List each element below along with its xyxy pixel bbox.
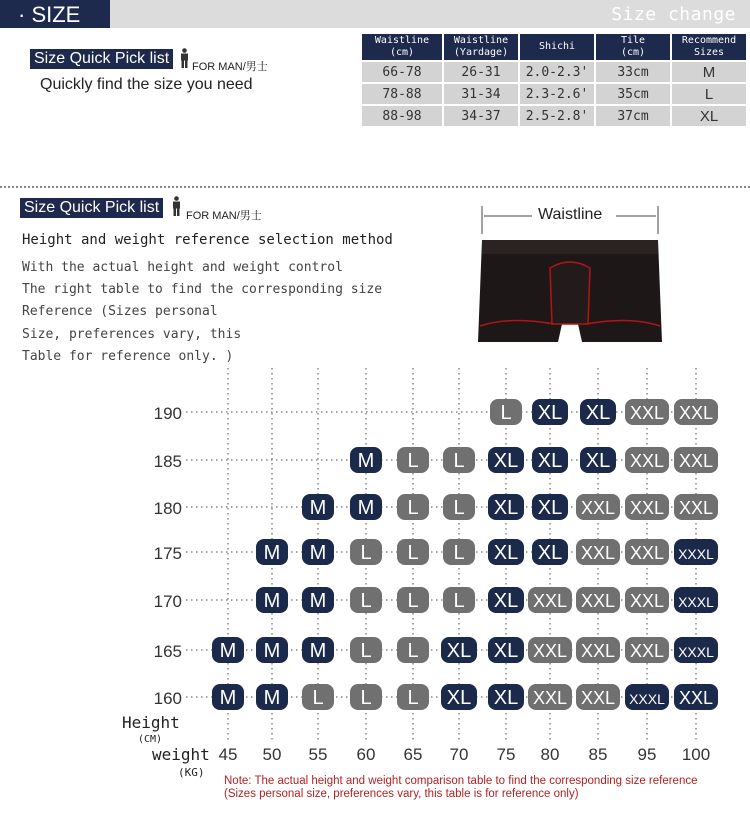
- paragraph-line: Table for reference only. ): [22, 349, 234, 364]
- section-heading: Height and weight reference selection method: [22, 232, 393, 248]
- size-cell-label: L: [407, 497, 419, 519]
- x-axis-label: weight: [152, 745, 210, 764]
- y-tick-label: 175: [153, 544, 182, 563]
- size-cell-label: XXL: [580, 543, 616, 563]
- y-tick-label: 165: [153, 642, 182, 661]
- size-cell-label: XXXL: [678, 594, 714, 610]
- size-cell-label: L: [360, 687, 372, 709]
- table-cell: 88-98: [362, 106, 442, 126]
- size-cell-label: XL: [537, 497, 563, 519]
- size-cell-label: L: [360, 542, 372, 564]
- col-header: Tile (cm): [596, 34, 670, 60]
- size-cell-label: M: [263, 640, 281, 662]
- col-header: Recommend Sizes: [672, 34, 746, 60]
- note-line-2: (Sizes personal size, preferences vary, this table is for reference only): [224, 788, 579, 800]
- paragraph-line: The right table to find the corresponding size: [22, 282, 383, 297]
- size-cell-label: M: [219, 687, 237, 709]
- table-cell: 31-34: [444, 84, 518, 104]
- x-tick-label: 65: [403, 745, 423, 764]
- size-cell-label: XL: [493, 497, 519, 519]
- size-cell-label: XL: [493, 542, 519, 564]
- size-cell-label: XXL: [629, 591, 665, 611]
- size-cell-label: XL: [493, 687, 519, 709]
- size-cell-label: XL: [585, 402, 611, 424]
- x-tick-label: 70: [449, 745, 469, 764]
- size-cell-label: XXL: [629, 498, 665, 518]
- quick-pick-label: Size Quick Pick list: [30, 49, 173, 69]
- x-tick-label: 45: [218, 745, 238, 764]
- size-cell-label: L: [453, 542, 465, 564]
- table-cell: 34-37: [444, 106, 518, 126]
- size-cell-label: M: [357, 497, 375, 519]
- size-cell-label: XXXL: [678, 546, 714, 562]
- page-title: · SIZE: [18, 2, 81, 27]
- x-axis-unit: (KG): [178, 766, 205, 779]
- size-cell-label: M: [263, 590, 281, 612]
- table-cell: 78-88: [362, 84, 442, 104]
- size-cell-label: L: [407, 450, 419, 472]
- table-cell: M: [672, 62, 746, 82]
- size-cell-label: XL: [537, 542, 563, 564]
- paragraph-line: Size, preferences vary, this: [22, 327, 242, 342]
- size-cell-label: L: [360, 590, 372, 612]
- y-axis-unit: (CM): [138, 734, 163, 745]
- size-cell-label: L: [360, 640, 372, 662]
- size-cell-label: XL: [493, 640, 519, 662]
- paragraph-line: Reference (Sizes personal: [22, 304, 218, 319]
- table-cell: 2.5-2.8': [520, 106, 594, 126]
- size-cell-label: L: [312, 687, 324, 709]
- size-cell-label: L: [453, 497, 465, 519]
- size-cell-label: XXL: [580, 591, 616, 611]
- size-cell-label: L: [453, 450, 465, 472]
- size-cell-label: L: [407, 542, 419, 564]
- x-tick-label: 50: [262, 745, 282, 764]
- y-tick-label: 170: [153, 592, 182, 611]
- table-cell: L: [672, 84, 746, 104]
- size-cell-label: L: [407, 687, 419, 709]
- size-cell-label: XXL: [678, 498, 714, 518]
- size-cell-label: XL: [446, 687, 472, 709]
- for-man-label-2: FOR MAN/男士: [186, 210, 262, 222]
- size-cell-label: XXL: [629, 403, 665, 423]
- table-cell: 2.3-2.6': [520, 84, 594, 104]
- for-man-label: FOR MAN/男士: [192, 61, 268, 73]
- table-cell: 35cm: [596, 84, 670, 104]
- x-tick-label: 85: [588, 745, 608, 764]
- size-cell-label: XXL: [629, 451, 665, 471]
- x-tick-label: 60: [356, 745, 376, 764]
- x-tick-label: 80: [540, 745, 560, 764]
- size-cell-label: M: [357, 450, 375, 472]
- x-tick-label: 75: [496, 745, 516, 764]
- size-cell-label: XXL: [678, 451, 714, 471]
- size-cell-label: M: [309, 497, 327, 519]
- size-cell-label: XXL: [532, 688, 568, 708]
- size-cell-label: XL: [585, 450, 611, 472]
- table-cell: 33cm: [596, 62, 670, 82]
- waistline-label: Waistline: [538, 206, 603, 223]
- size-cell-label: XL: [537, 402, 563, 424]
- size-cell-label: M: [263, 542, 281, 564]
- x-tick-label: 100: [681, 745, 711, 764]
- size-cell-label: L: [500, 402, 512, 424]
- col-header: Waistline (cm): [362, 34, 442, 60]
- size-cell-label: XXXL: [629, 691, 665, 707]
- size-cell-label: XXL: [678, 688, 714, 708]
- size-cell-label: XXL: [580, 641, 616, 661]
- y-tick-label: 160: [153, 689, 182, 708]
- y-axis-label: Height: [122, 713, 180, 732]
- quick-pick-subtitle: Quickly find the size you need: [40, 76, 253, 93]
- size-cell-label: XXL: [629, 641, 665, 661]
- col-header: Waistline (Yardage): [444, 34, 518, 60]
- table-cell: 37cm: [596, 106, 670, 126]
- note-line-1: Note: The actual height and weight comparison table to find the corresponding size reference: [224, 775, 698, 787]
- table-cell: XL: [672, 106, 746, 126]
- size-cell-label: XL: [446, 640, 472, 662]
- size-cell-label: L: [453, 590, 465, 612]
- size-cell-label: XL: [493, 450, 519, 472]
- table-cell: 26-31: [444, 62, 518, 82]
- size-cell-label: XXL: [678, 403, 714, 423]
- size-cell-label: XL: [493, 590, 519, 612]
- size-cell-label: M: [309, 542, 327, 564]
- col-header: Shichi: [520, 34, 594, 60]
- size-cell-label: XL: [537, 450, 563, 472]
- size-cell-label: XXL: [629, 543, 665, 563]
- y-tick-label: 190: [153, 404, 182, 423]
- size-cell-label: XXL: [532, 641, 568, 661]
- y-tick-label: 185: [153, 452, 182, 471]
- y-tick-label: 180: [153, 499, 182, 518]
- size-cell-label: L: [407, 640, 419, 662]
- x-tick-label: 95: [637, 745, 657, 764]
- quick-pick-label-2: Size Quick Pick list: [20, 198, 163, 218]
- size-cell-label: L: [407, 590, 419, 612]
- paragraph-line: With the actual height and weight control: [22, 260, 343, 275]
- x-tick-label: 55: [308, 745, 328, 764]
- size-cell-label: XXXL: [678, 644, 714, 660]
- size-cell-label: M: [219, 640, 237, 662]
- size-cell-label: XXL: [532, 591, 568, 611]
- size-cell-label: M: [309, 590, 327, 612]
- size-cell-label: M: [309, 640, 327, 662]
- table-cell: 2.0-2.3': [520, 62, 594, 82]
- size-cell-label: M: [263, 687, 281, 709]
- size-change-text: Size change: [611, 4, 736, 25]
- table-cell: 66-78: [362, 62, 442, 82]
- size-cell-label: XXL: [580, 688, 616, 708]
- size-cell-label: XXL: [580, 498, 616, 518]
- chart-cells: [212, 399, 718, 710]
